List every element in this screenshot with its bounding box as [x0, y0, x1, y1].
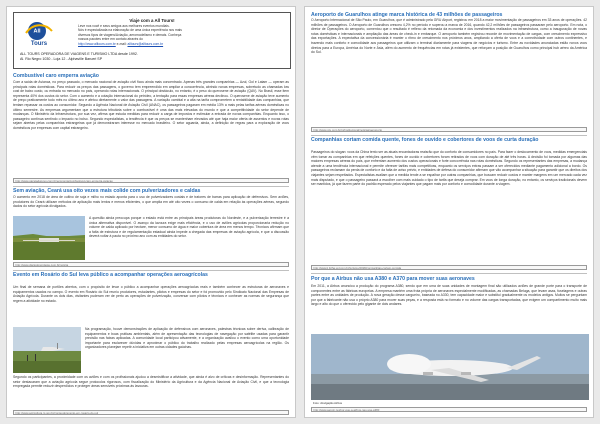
- header-description: [78, 24, 236, 46]
- article-intro-ceara: O aumento em 2018 de área de cultivo de soja e milho no estado aponta para o uso de pulverizadores costais e de tratores de barras para aplicação de defensivos. Sem aviões, produtores do Ceará utilizam métodos de aplicação mais lentos e menos eficientes, o que amplia em até oito vezes o consumo de calda em relação às operações aéreas, segundo dados do setor agrícola divulgados.: [13, 195, 289, 209]
- all-tours-logo: [21, 20, 57, 48]
- article-title-fuel[interactable]: Combustível caro emperra aviação: [13, 73, 99, 79]
- header-contact-line: http://www.alltours.com.br e-mail: alltours@alltours.com.br: [78, 41, 164, 46]
- article-title-rosario[interactable]: Evento em Rosário do Sul leva público a acompanhar operações aeroagrícolas: [13, 272, 208, 278]
- article-url-ceara[interactable]: http://www.diariodonordeste.com.br/noticia: [13, 262, 289, 267]
- site-link[interactable]: http://www.alltours.com.br: [78, 41, 116, 46]
- divider: [13, 270, 289, 271]
- email-prefix: e-mail: [116, 41, 126, 46]
- airbus-beluga-photo: [311, 334, 589, 400]
- company-line-1: ALL TOURS OPERADORA DE VIAGENS E TURISMO LTDA desde 1992.: [20, 52, 138, 56]
- article-url-rosario[interactable]: http://www.agricultura.rs.gov.br/conteudo/evento-em-rosario-do-sul: [13, 410, 289, 415]
- article-intro-rosario: Um final de semana de portões abertos, com o propósito de levar o público a acompanhar operações aeroagrícolas reais e também conhecer as estruturas de aeronaves e equipamentos usados no campo. O evento em Rosário do Sul reuniu produtores, estudantes, pilotos e empresas do setor e foi promovido pelo Sindicato Nacional das Empresas de Aviação Agrícola. Durante os dois dias, visitantes puderam ver de perto as operações de pulverização, conversar com pilotos e técnicos e conhecer as normas de segurança que regem a atividade no estado.: [13, 285, 289, 303]
- article-url-airbus[interactable]: http://www.aeroin.net/por-que-a-airbus-nao-usa-a380: [311, 407, 587, 412]
- newsletter-page-right: [304, 6, 594, 418]
- article-body-fuel: Com a saída de Avianca, no preço passado, o mercado nacional de aviação civil ficou ainda mais concentrado. Apenas três grandes companhias — Azul, Gol e Latam — operam as principais rotas domésticas. Para reduzir os preços das passagens, o governo tem empreendido em ampliar a concorrência, abrindo novas empresas, sobretudo as chamadas low cost de baixo custo, ou entrada no mercado no país, operando rotas internacionais. O principal obstáculo, no entanto, é o peso do querosene de aviação (QAV). No Brasil, esse item representa 40% dos custos do setor. Com o aumento e a cotação internacional do petróleo, a tentação para essas empresas aéreas declinou. O querosene de aviação teve aumento de preço praticamente todo mês no último ano e afetou diretamente o valor das passagens. A variação cambial e a alta na tarifa comprometem a rentabilidade das companhias, que tentam repassar os custos ao consumidor. Segundo a Agência Nacional de Aviação Civil (ANAC), os passageiros pagaram em média 13% a mais pelas tarifas aéreas domésticas no último semestre. As empresas argumentam que a estrutura tributária sobre o combustível é uma das mais elevadas do mundo e que a competitividade do setor depende de mudanças. O Ministério da Infraestrutura, por sua vez, afirma que estuda medidas para reduzir a carga de impostos e estimular a entrada de novas companhias. Enquanto isso, o passageiro continua sentindo o impacto no bolso. Segundo especialistas, a tendência é que os preços se mantenham elevados até que haja maior oferta de assentos e novas rotas sejam abertas pelas companhias estrangeiras que já demonstraram interesse no mercado brasileiro. O setor aguarda, ainda, a definição de regras para a exploração de voos domésticos por empresas com capital estrangeiro.: [13, 80, 289, 130]
- header-line-3: diversos tipos de viagens/Aviação, aeromodelismo e demais. Conheça: [78, 32, 182, 37]
- company-info: [20, 52, 138, 61]
- article-url-guarulhos[interactable]: http://www.gru.com.br/pt/institucional/noticias/aeroporto: [311, 127, 587, 132]
- article-body-airlines: Passageiros do slogan: voos da China tento ser as atuais encantadoras reaisrão que do conforto de consumidores no país. Para fazer o deslocamento de voos, medidas emergenciais vêm tomar as companhias em que refeições quentes, fones de ouvido e cobertores foram retirados de voos com duração de até três horas. A decisão foi tomada por algumas das maiores empresas aéreas do país, que enfrentam aumento dos custos operacionais e forte concorrência nas rotas domésticas. Segundo os representantes das empresas, a mudança atende a uma tendência internacional e permite oferecer tarifas mais competitivas, enquanto os serviços extras passam a ser oferecidos mediante pagamento adicional a bordo. Os passageiros reclamam da perda de conforto e da falta de aviso prévio, e entidades de defesa do consumidor afirmam que vão acompanhar a situação para garantir que os direitos dos viajantes sejam respeitados. Especialistas avaliam que a medida tende a se espalhar por outras companhias, que buscam reduzir custos e manter margens em um mercado cada vez mais disputado, e que o passageiro passará a escolher com mais cuidado o tipo de tarifa que deseja comprar. Em voos de longa duração, no entanto, os serviços tradicionais devem ser mantidos, já que fazem parte do padrão esperado pelos viajantes que pagam mais por conforto e comodidade durante a viagem.: [311, 150, 587, 187]
- divider: [311, 135, 587, 136]
- event-photo: [13, 327, 81, 373]
- svg-text:Tours: Tours: [30, 41, 48, 47]
- newsletter-page-left: [6, 6, 296, 418]
- article-body-ceara: A questão ainda preocupa porque o estado está entre as principais áreas produtoras do Nordeste, e a pulverização terrestre é a única alternativa disponível. O avanço da lavoura exige mais eficiência, e o uso de aviões agrícolas proporcionaria redução no volume de calda aplicado por hectare, menor consumo de água e maior cobertura de área em menos tempo. Técnicos afirmam que a falta de estrutura e de regulamentação estadual ainda impede a chegada das empresas de aviação agrícola, e que a discussão deverá voltar à pauta no próximo ano com as entidades do setor.: [89, 216, 289, 239]
- company-line-2: Al. Rio Negro 1030 - Loja 12 - Alphaville Barueri SP: [20, 56, 103, 61]
- article-title-airbus[interactable]: Por que a Airbus não usa A380 e A370 para mover suas aeronaves: [311, 276, 475, 282]
- header-line-1: Leve nos você e seus amigos aos melhores eventos mundiais.: [78, 24, 170, 28]
- svg-text:All: All: [33, 28, 41, 35]
- article-title-ceara[interactable]: Sem aviação, Ceará usa oito vezes mais colide com pulverizadores e caldas: [13, 188, 201, 194]
- article-body-guarulhos: O Aeroporto Internacional de São Paulo, em Guarulhos, que é administrado pela GRU Airport, registrou em 2018 a maior movimentação de passageiros em 33 anos de operações. 42 milhões de passageiros. O Aeroporto de Guarulhos cresceu 4,2% no período e superou a marca de 2016, quando 42,2 milhões de passageiros passaram pelo aeroporto. Em nota, o diretor de Operações do aeroporto, comentou que o resultado é reflexo da retomada da economia e dos investimentos realizados na infraestrutura, como a inauguração de novas rotas domésticas e internacionais e ampliação das áreas de check-in e embarque. O aeroporto também registrou recorde de movimentação de cargas, com crescimento expressivo das exportações. A expectativa da concessionária é manter o ritmo de crescimento nos próximos anos, ampliando a oferta de voos e a conectividade com outros continentes, e trazendo mais conforto e comodidade aos passageiros que utilizam o terminal diariamente para viagens de negócios e turismo. Entre as novidades anunciadas estão novos voos diretos para a Europa, América do Norte e Ásia, além do aumento de frequências em rotas já existentes, que reforçam a posição de Guarulhos como principal hub aéreo da América do Sul.: [311, 18, 587, 55]
- header-line-4: nossos pacotes entre em contato através do: [78, 37, 143, 42]
- divider: [311, 273, 587, 274]
- header-box: [13, 12, 291, 69]
- photo-caption: Foto: divulgação Airbus: [313, 401, 343, 405]
- divider: [13, 186, 289, 187]
- crop-spraying-photo: [13, 216, 85, 260]
- article-body-airbus: Em 2011, a Airbus anunciou a produção do programa A380, sendo que em uma de suas unidades de montagem final são utilizados aviões de grande porte para o transporte de componentes entre as fábricas europeias. A empresa mantém uma frota própria de aeronaves especialmente modificadas, as chamadas Beluga, que levam asas, fuselagens e outras partes entre as unidades de produção. A nova geração desse cargueiro, baseada no A330, tem capacidade maior e substitui gradualmente os modelos antigos. Muitos se perguntam por que a fabricante não usa o próprio A380 para mover suas peças, e a resposta está no formato e no volume das cargas transportadas, que exigem um compartimento muito mais largo e alto do que o oferecido pelo gigante de dois andares.: [311, 284, 587, 307]
- article-url-airlines[interactable]: http://www1.folha.uol.com.br/turismo/2018/companhias-cortam-comida: [311, 265, 587, 270]
- article-title-airlines[interactable]: Companhias cortam comida quente, fones de ouvido e cobertores de voos de curta duração: [311, 137, 539, 143]
- article-more-rosario: Segundo os participantes, a proximidade com os aviões e com os profissionais ajudou a desmistificar a atividade, que ainda é alvo de críticas e desinformação. Representantes do setor destacaram que a aviação agrícola segue protocolos rigorosos, com fiscalização do Ministério da Agricultura e da Agência Nacional de Aviação Civil, e que a tecnologia empregada permite reduzir desperdícios e proteger áreas sensíveis próximas às lavouras.: [13, 375, 289, 389]
- email-link[interactable]: alltours@alltours.com.br: [127, 41, 164, 46]
- article-body-rosario: Na programação, houve demonstrações de aplicação de defensivos com aeronaves, palestras técnicas sobre deriva, calibração de equipamentos e boas práticas ambientais, além de apresentação das tecnologias de navegação por satélite usadas para garantir precisão nas faixas aplicadas. A comunidade local participou ativamente, e a organização avaliou o evento como uma oportunidade importante para esclarecer dúvidas e aproximar o público do trabalho realizado pelas empresas aeroagrícolas na região. Os organizadores planejam repetir a iniciativa em outras cidades gaúchas.: [85, 327, 289, 350]
- article-url-fuel[interactable]: http://www.gazetadopovo.com.br/economia/combustivel-caro-emperra-aviacao: [13, 178, 289, 183]
- header-line-2: Nós é especializada na elaboração de uma única experiência nos mais: [78, 28, 182, 33]
- header-title: Viaje com a All Tours!: [129, 18, 175, 23]
- article-title-guarulhos[interactable]: Aeroporto de Guarulhos atinge marca histórica de 43 milhões de passageiros: [311, 12, 503, 18]
